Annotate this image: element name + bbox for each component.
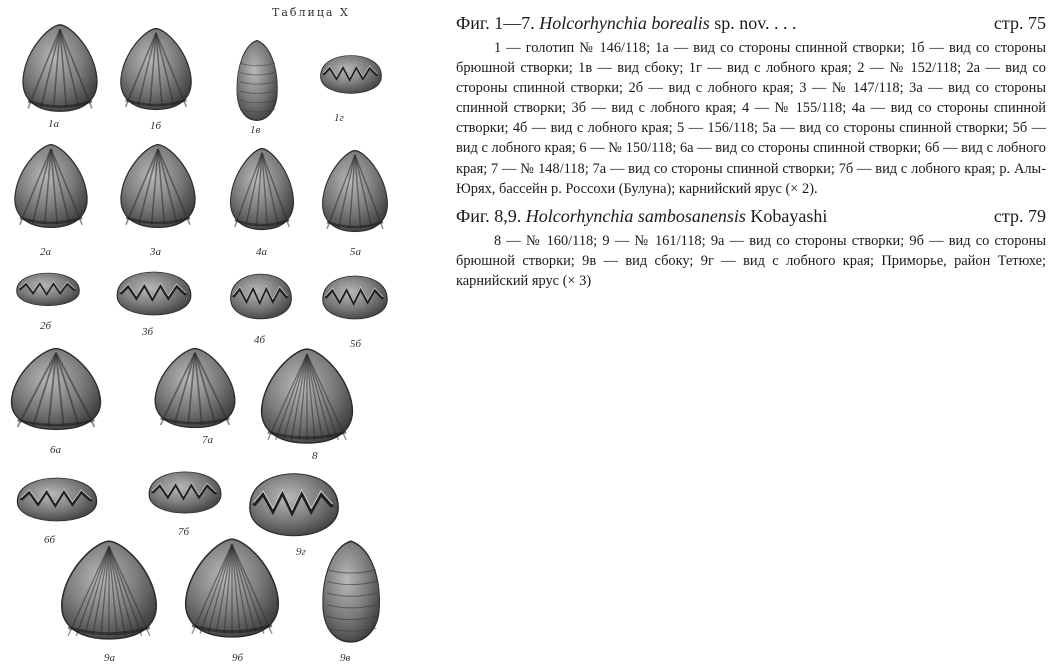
specimen-label-9g: 9г — [296, 546, 306, 558]
specimen-image-7b — [146, 468, 224, 516]
specimen-1b — [118, 26, 194, 112]
specimen-label-3b: 3б — [142, 326, 154, 338]
specimen-2b — [14, 270, 82, 308]
specimen-label-1a: 1а — [48, 118, 59, 130]
specimen-9b — [182, 536, 282, 640]
specimen-image-9v — [316, 538, 386, 644]
specimen-image-1g — [318, 52, 384, 96]
specimen-label-4b: 4б — [254, 334, 266, 346]
page-reference: стр. 79 — [993, 205, 1046, 226]
specimen-1a — [20, 22, 100, 114]
specimen-5a — [320, 148, 390, 234]
page-reference: стр. 75 — [993, 13, 1046, 33]
specimen-label-5a: 5а — [350, 246, 361, 258]
specimen-image-1b — [118, 26, 194, 112]
plate-title: Таблица X — [272, 6, 350, 19]
specimen-1v — [232, 38, 282, 122]
specimen-4b — [228, 270, 294, 322]
specimen-image-5a — [320, 148, 390, 234]
specimen-9v — [316, 538, 386, 644]
specimen-image-3b — [114, 268, 194, 318]
specimen-image-4a — [228, 146, 296, 232]
specimen-label-5b: 5б — [350, 338, 362, 350]
specimen-label-1g: 1г — [334, 112, 344, 124]
specimen-label-1b: 1б — [150, 120, 162, 132]
caption-prefix: Фиг. 8,9. — [456, 205, 526, 226]
specimen-4a — [228, 146, 296, 232]
specimen-image-1a — [20, 22, 100, 114]
specimen-3a — [118, 142, 198, 230]
specimen-image-5b — [320, 272, 390, 322]
specimen-label-7a: 7а — [202, 434, 213, 446]
specimen-image-3a — [118, 142, 198, 230]
specimen-label-3a: 3а — [150, 246, 161, 258]
specimen-6a — [8, 346, 104, 432]
specimen-image-6b — [14, 474, 100, 524]
specimen-6b — [14, 474, 100, 524]
specimen-image-9b — [182, 536, 282, 640]
plate-captions — [456, 10, 1046, 295]
specimen-image-1v — [232, 38, 282, 122]
specimen-9g — [246, 468, 342, 540]
specimen-5b — [320, 272, 390, 322]
caption-text-fig-1-7: 1 — голотип № 146/118; 1а — вид со стороны спинной створки; 1б — вид со стороны брюшной створки; 1в — вид сбоку; 1г — вид с лобного края; 2 — № 152/118; 2а — вид со стороны спинной створки; 2б — вид с лобного края; 3 — № 147/118; 3а — вид со стороны спинной створки; 3б — вид с лобного края; 4 — № 155/118; 4а — вид со стороны спинной створки; 4б — вид с лобного края; 5 — 156/118; 5а — вид со стороны спинной створки; 5б — вид с лобного края; 6 — № 150/118; 6а — вид со стороны спинной створки; 6б — вид с лобного края; 7 — № 148/118; 7а — вид со стороны спинной створки; 7б — вид с лобного края; р. Алы-Юрях, бассейн р. Россохи (Булуна); карнийский ярус (× 2). — [456, 40, 1046, 197]
specimen-label-9v: 9в — [340, 652, 351, 664]
specimen-9a — [58, 538, 160, 642]
specimen-image-8 — [258, 346, 356, 446]
specimen-2a — [12, 142, 90, 230]
taxon-name: Holcorhynchia borealis — [539, 13, 710, 33]
specimen-label-9b: 9б — [232, 652, 244, 664]
specimen-image-7a — [152, 346, 238, 430]
specimen-label-2a: 2а — [40, 246, 51, 258]
specimen-label-4a: 4а — [256, 246, 267, 258]
caption-suffix: sp. nov. . . . — [709, 13, 797, 33]
caption-heading-fig-1-7 — [456, 10, 1046, 36]
specimen-7b — [146, 468, 224, 516]
caption-prefix: Фиг. 1—7. — [456, 13, 540, 33]
caption-text-fig-8-9: 8 — № 160/118; 9 — № 161/118; 9а — вид со стороны створки; 9б — вид со стороны брюшной створки; 9в — вид сбоку; 9г — вид с лобного края; Приморье, район Тетюхе; карнийский ярус (× 3) — [456, 232, 1046, 289]
specimen-1g — [318, 52, 384, 96]
caption-heading-fig-8-9 — [456, 203, 1046, 229]
specimen-8 — [258, 346, 356, 446]
specimen-label-6a: 6а — [50, 444, 61, 456]
specimen-image-4b — [228, 270, 294, 322]
specimen-3b — [114, 268, 194, 318]
specimen-label-8: 8 — [312, 450, 318, 462]
specimen-label-9a: 9а — [104, 652, 115, 664]
fossil-plate — [0, 0, 402, 671]
caption-suffix: Kobayashi — [745, 205, 828, 226]
specimen-label-2b: 2б — [40, 320, 52, 332]
specimen-image-2a — [12, 142, 90, 230]
specimen-label-7b: 7б — [178, 526, 190, 538]
specimen-image-2b — [14, 270, 82, 308]
taxon-name: Holcorhynchia sambosanensis — [525, 205, 746, 226]
specimen-image-9g — [246, 468, 342, 540]
specimen-7a — [152, 346, 238, 430]
specimen-image-9a — [58, 538, 160, 642]
specimen-label-1v: 1в — [250, 124, 261, 136]
specimen-label-6b: 6б — [44, 534, 56, 546]
specimen-image-6a — [8, 346, 104, 432]
